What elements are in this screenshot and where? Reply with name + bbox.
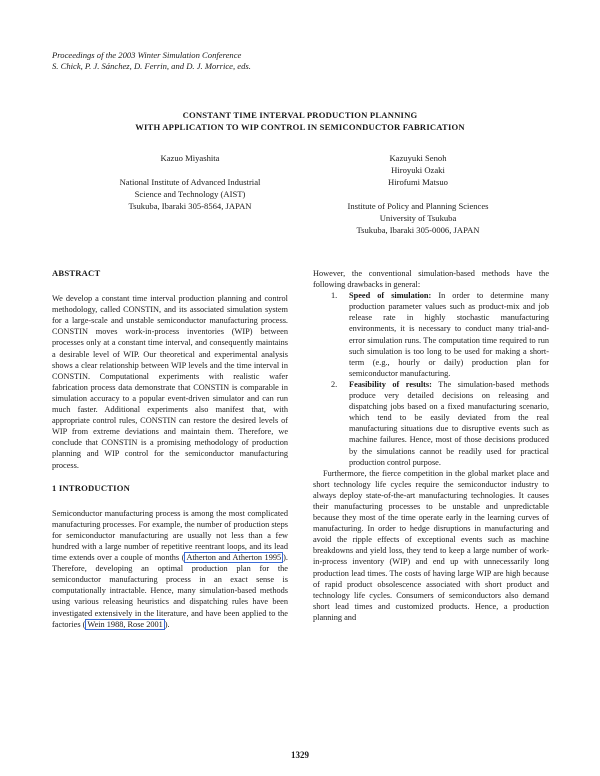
author-affiliation: University of Tsukuba	[379, 213, 457, 223]
author-block-right	[318, 152, 518, 236]
author-address: Tsukuba, Ibaraki 305-8564, JAPAN	[128, 201, 252, 211]
left-column	[52, 268, 288, 630]
list-item-label: Feasibility of results:	[349, 379, 432, 389]
citation-wein-rose[interactable]: Wein 1988, Rose 2001	[87, 619, 163, 629]
author-affiliation: National Institute of Advanced Industrial	[119, 177, 261, 187]
title-line-1: CONSTANT TIME INTERVAL PRODUCTION PLANNING	[182, 110, 418, 120]
page-number: 1329	[291, 750, 309, 760]
paper-title	[40, 109, 560, 133]
list-item	[313, 379, 549, 468]
author-name: Hiroyuki Ozaki	[391, 165, 445, 175]
list-item-label: Speed of simulation:	[349, 291, 432, 301]
drawbacks-intro: However, the conventional simulation-based methods have the following drawbacks in general:	[313, 269, 549, 290]
abstract-text: We develop a constant time interval production planning and control methodology, called CONSTIN, and its associated simulation system for a large-scale and unstable semiconductor manufacturing process. CONSTIN moves work-in-process inventories (WIP) between processes only at a constant time interval, and consequently maintains a desirable level of WIP. Our theoretical and experimental analysis shows a clear relationship between WIP levels and the time interval in CONSTIN. Computational experiments with realistic wafer fabrication process data demonstrate that CONSTIN is comparable in simulation accuracy to a popular event-driven simulator and can run much faster. Additional experiments also manifest that, with appropriate control rules, CONSTIN can restore the desired levels of WIP from extreme deviations and maintain them. Therefore, we conclude that CONSTIN is a promising methodology of production planning and WIP control for the semiconductor manufacturing process.	[52, 294, 288, 470]
list-item	[313, 290, 549, 379]
intro-text-a: Semiconductor manufacturing process is among the most complicated manufacturing processes. For example, the number of production steps for semiconductor manufacturing are usually not less than a few hundred with a large number of repetitive reentrant loops, and its lead time extends over a couple of months (	[52, 508, 288, 563]
editors-line: S. Chick, P. J. Sánchez, D. Ferrin, and D. J. Morrice, eds.	[52, 61, 251, 71]
abstract-heading: ABSTRACT	[52, 268, 101, 278]
proceedings-line: Proceedings of the 2003 Winter Simulation Conference	[52, 50, 242, 60]
list-number: 2.	[331, 379, 338, 389]
drawbacks-list	[313, 290, 549, 468]
title-line-2: WITH APPLICATION TO WIP CONTROL IN SEMICONDUCTOR FABRICATION	[135, 122, 465, 132]
author-affiliation: Institute of Policy and Planning Sciences	[347, 201, 489, 211]
right-column	[313, 268, 549, 623]
author-name: Kazuo Miyashita	[160, 153, 220, 163]
author-name: Hirofumi Matsuo	[388, 177, 448, 187]
list-item-text: In order to determine many production parameter values such as product-mix and job release rate in highly stochastic manufacturing environments, it is necessary to conduct many trial-and-error simulation runs. The computation time required to run such simulation is too long to be used for making a short-term (e.g., hourly or daily) production plan for semiconductor manufacturing.	[349, 291, 549, 378]
citation-atherton[interactable]: Atherton and Atherton 1995	[186, 553, 282, 563]
author-address: Tsukuba, Ibaraki 305-0006, JAPAN	[356, 225, 480, 235]
author-name: Kazuyuki Senoh	[389, 153, 447, 163]
introduction-text	[52, 508, 288, 630]
introduction-heading: 1 INTRODUCTION	[52, 482, 131, 493]
proceedings-header	[52, 50, 352, 72]
author-block-left	[90, 152, 290, 212]
author-affiliation: Science and Technology (AIST)	[134, 189, 246, 199]
intro-text-b: ). Therefore, developing an optimal production plan for the semiconductor manufacturing process in an exact sense is computationally intractable. Hence, many simulation-based methods using various releasing heuristics and dispatching rules have been investigated extensively in the literature, and have been applied to the factories (	[52, 553, 288, 629]
intro-text-c: ).	[164, 619, 170, 629]
list-item-text: The simulation-based methods produce very detailed decisions on releasing and dispatching jobs based on a fixed manufacturing scenario, which tend to be easily deviated from the real manufacturing situations due to disruptive events such as machine failures. Hence, most of those decisions produced by the simulations cannot be readily used for practical production control purpose.	[349, 379, 549, 467]
list-number: 1.	[331, 291, 338, 301]
body-paragraph: Furthermore, the fierce competition in the global market place and short technology life cycles require the semiconductor industry to always deploy state-of-the-art manufacturing technologies. It causes their manufacturing processes to be unstable and unpredictable because they most of the time operate early in the learning curves of manufacturing. In order to hedge disruptions in manufacturing and avoid the ripple effects of exceptional events such as machine breakdowns and yield loss, they tend to keep a large number of work-in-process inventory (WIP) and end up with unnecessarily long production lead times. The costs of having large WIP are high because of rapid product obsolescence associated with short product and technology life cycles. Consumers of semiconductors also demand short lead times and customized products. Hence, a production planning and	[313, 468, 549, 622]
